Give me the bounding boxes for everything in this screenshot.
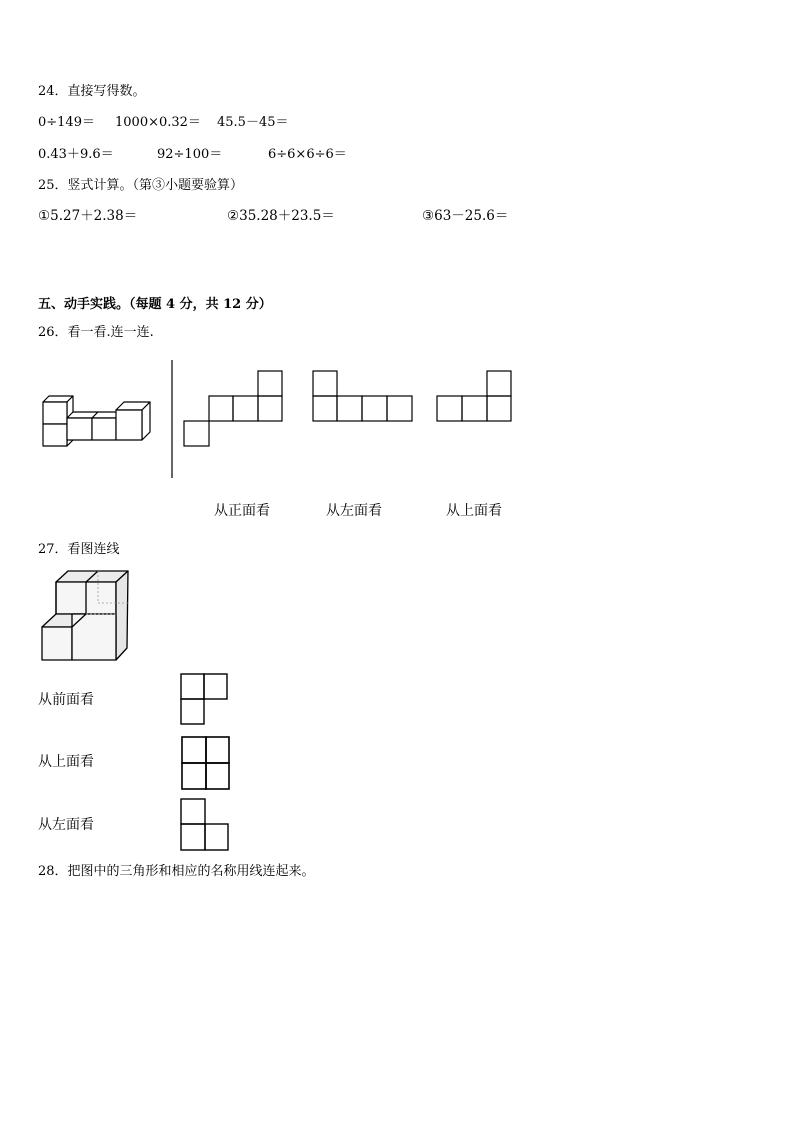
q27-label-front: 从前面看 bbox=[38, 692, 94, 708]
section-5-heading: 五、动手实践。（每题 4 分，共 12 分） bbox=[38, 297, 272, 312]
q24-item-6: 6÷6×6÷6＝ bbox=[268, 147, 347, 162]
q25-item-1: ①5.27＋2.38＝ bbox=[38, 208, 138, 224]
q24-item-3: 45.5－45＝ bbox=[217, 115, 289, 130]
q24-item-2: 1000×0.32＝ bbox=[115, 115, 201, 130]
q24-item-5: 92÷100＝ bbox=[157, 147, 223, 162]
q24-title: 24．直接写得数。 bbox=[38, 84, 146, 99]
q27-title: 27．看图连线 bbox=[38, 542, 120, 557]
q27-label-left: 从左面看 bbox=[38, 817, 94, 833]
q28-title: 28．把图中的三角形和相应的名称用线连起来。 bbox=[38, 864, 315, 879]
q25-title: 25．竖式计算。（第③小题要验算） bbox=[38, 178, 244, 193]
q26-label-left: 从左面看 bbox=[326, 503, 382, 519]
q27-label-top: 从上面看 bbox=[38, 754, 94, 770]
q26-label-top: 从上面看 bbox=[446, 503, 502, 519]
q26-label-front: 从正面看 bbox=[214, 503, 270, 519]
q25-item-3: ③63－25.6＝ bbox=[422, 208, 509, 224]
q24-item-4: 0.43＋9.6＝ bbox=[38, 147, 114, 162]
q26-title: 26．看一看.连一连. bbox=[38, 325, 154, 340]
q25-item-2: ②35.28＋23.5＝ bbox=[227, 208, 335, 224]
q24-item-1: 0÷149＝ bbox=[38, 115, 95, 130]
